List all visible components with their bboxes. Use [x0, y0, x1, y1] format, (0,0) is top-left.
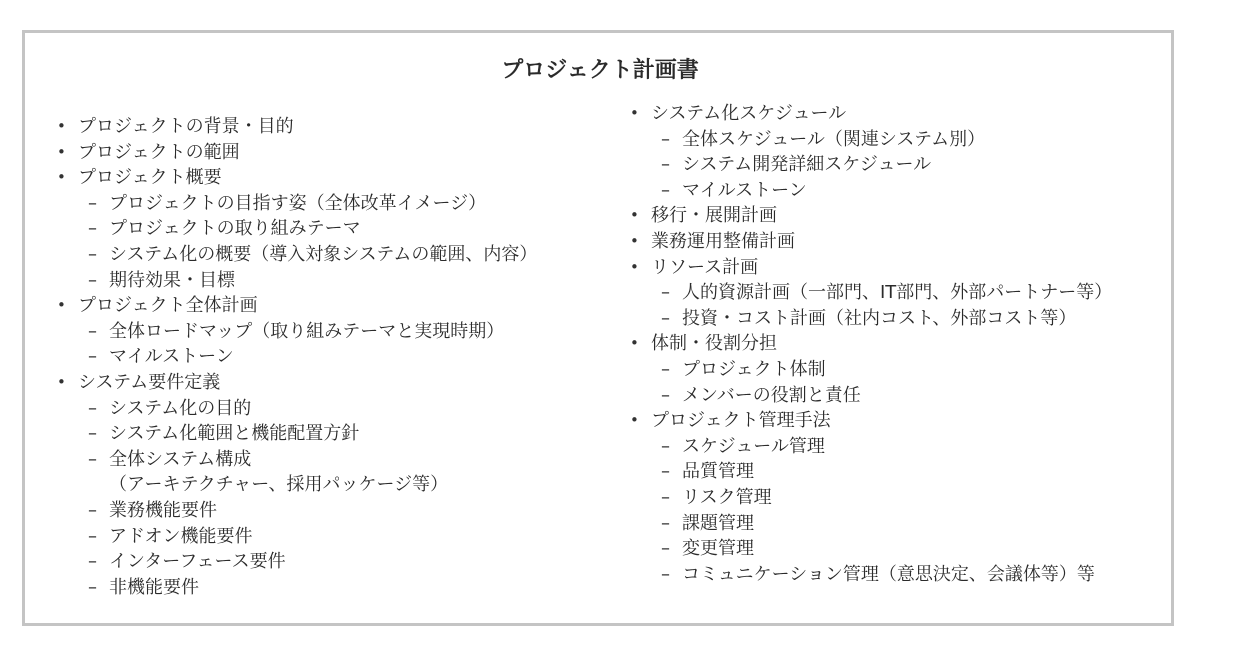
right-outline [629, 101, 1112, 587]
document-title: プロジェクト計画書 [501, 58, 699, 83]
outline-subitem: – 全体システム構成 [56, 447, 537, 473]
outline-heading-item: • プロジェクト管理手法 [629, 408, 1112, 434]
outline-subitem: – 全体ロードマップ（取り組みテーマと実現時期） [56, 319, 537, 345]
outline-subitem: – マイルストーン [629, 178, 1112, 204]
outline-heading-item: • リソース計画 [629, 255, 1112, 281]
outline-subitem: – コミュニケーション管理（意思決定、会議体等）等 [629, 562, 1112, 588]
outline-heading-item: • プロジェクトの範囲 [56, 140, 537, 166]
outline-subitem: – システム化の目的 [56, 396, 537, 422]
outline-subitem: – リスク管理 [629, 485, 1112, 511]
outline-subitem: – インターフェース要件 [56, 549, 537, 575]
outline-subitem: – 人的資源計画（一部門、IT部門、外部パートナー等） [629, 280, 1112, 306]
outline-subitem: – メンバーの役割と責任 [629, 383, 1112, 409]
outline-subitem: – システム化の概要（導入対象システムの範囲、内容） [56, 242, 537, 268]
outline-subitem: – 投資・コスト計画（社内コスト、外部コスト等） [629, 306, 1112, 332]
outline-subitem: – プロジェクトの取り組みテーマ [56, 216, 537, 242]
outline-heading-item: • 業務運用整備計画 [629, 229, 1112, 255]
outline-subitem: – 変更管理 [629, 536, 1112, 562]
outline-heading-item: • プロジェクトの背景・目的 [56, 114, 537, 140]
left-outline [56, 114, 537, 600]
outline-heading-item: • システム化スケジュール [629, 101, 1112, 127]
outline-subitem: – 課題管理 [629, 511, 1112, 537]
outline-subitem: – 業務機能要件 [56, 498, 537, 524]
outline-subitem: – システム化範囲と機能配置方針 [56, 421, 537, 447]
outline-heading-item: • プロジェクト全体計画 [56, 293, 537, 319]
outline-subitem: – システム開発詳細スケジュール [629, 152, 1112, 178]
outline-subitem: – マイルストーン [56, 344, 537, 370]
outline-heading-item: • 体制・役割分担 [629, 331, 1112, 357]
outline-subitem: – スケジュール管理 [629, 434, 1112, 460]
outline-heading-item: • システム要件定義 [56, 370, 537, 396]
outline-subitem: – プロジェクトの目指す姿（全体改革イメージ） [56, 191, 537, 217]
outline-subitem: – 全体スケジュール（関連システム別） [629, 127, 1112, 153]
outline-heading-item: • プロジェクト概要 [56, 165, 537, 191]
outline-subitem: – 非機能要件 [56, 575, 537, 601]
outline-subitem: – 品質管理 [629, 459, 1112, 485]
outline-subitem-continuation: （アーキテクチャー、採用パッケージ等） [109, 474, 449, 496]
outline-subitem: – アドオン機能要件 [56, 524, 537, 550]
outline-subitem: – 期待効果・目標 [56, 268, 537, 294]
outline-subitem: – プロジェクト体制 [629, 357, 1112, 383]
outline-heading-item: • 移行・展開計画 [629, 203, 1112, 229]
